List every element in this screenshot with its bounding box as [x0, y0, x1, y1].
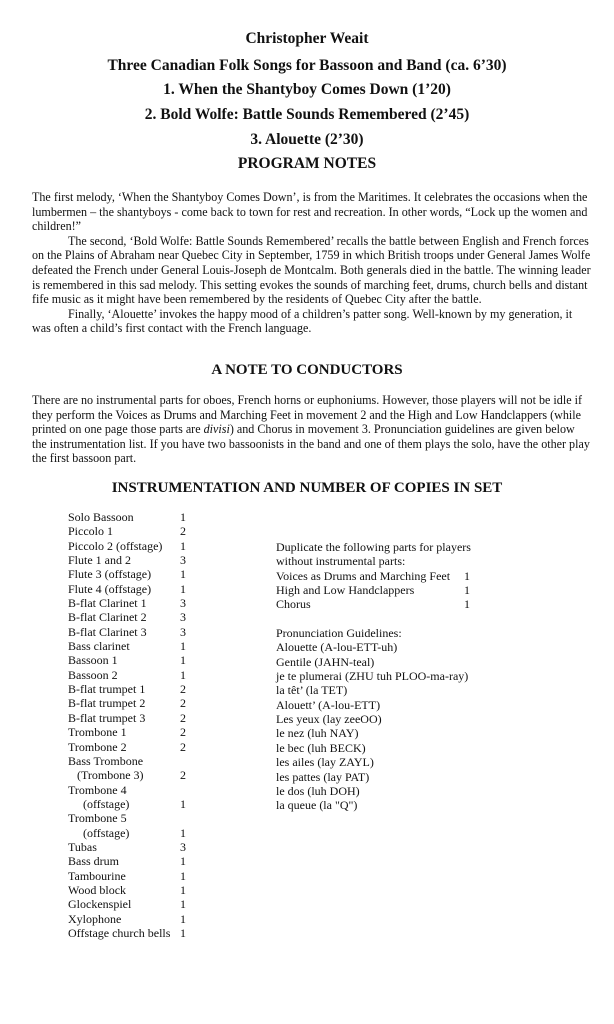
instrument-count: 3: [180, 624, 186, 639]
instrument-name: Tambourine: [68, 868, 126, 883]
instrument-count: 1: [180, 825, 186, 840]
instrument-count: 2: [180, 768, 186, 783]
instrument-name: Bass clarinet: [68, 639, 130, 654]
spacer: [276, 612, 471, 626]
instrument-count: 1: [180, 796, 186, 811]
instrument-row: [68, 610, 186, 625]
instrument-name: Wood block: [68, 882, 127, 897]
instrument-row: [68, 882, 186, 897]
duplicate-part-row: [276, 597, 471, 611]
instrument-count: 3: [180, 610, 186, 625]
instrument-name: Piccolo 1: [68, 524, 113, 539]
instrument-name: Trombone 5: [68, 811, 127, 826]
instrument-name: Offstage church bells: [68, 925, 171, 940]
instrument-count: 1: [180, 868, 186, 883]
conductors-text-part-2: ) and Chorus in movement 3. Pronunciation guidelines are given below the instrumentation list. If you have two bassoonists in the band and one of them plays the solo, have the other play the first bassoon part.: [32, 422, 590, 466]
instrument-row: [68, 825, 186, 840]
instrument-name: Bass drum: [68, 854, 119, 869]
instrument-name: Trombone 4: [68, 782, 127, 797]
pronunciation-item: la têt’ (la TET): [276, 683, 348, 698]
duplicate-parts-section: [276, 540, 471, 813]
instrument-count: 3: [180, 596, 186, 611]
composer-name: Christopher Weait: [245, 30, 369, 47]
program-notes-paragraph-2: The second, ‘Bold Wolfe: Battle Sounds Remembered’ recalls the battle between English and French forces on the Plains of Abraham near Quebec City in September, 1759 in which British troops under General James Wolfe defeated the French under General Louis-Joseph de Montcalm. Both generals died in the battle. The winning leader is remembered in this sad melody. This setting evokes the sounds of marching feet, drums, church bells and distant fife music as it might have been remembered by the residents of Quebec City after the battle.: [32, 233, 591, 307]
instrument-count: 1: [180, 639, 186, 654]
instrument-row: [68, 768, 186, 783]
instrument-name: B-flat trumpet 1: [68, 682, 146, 697]
instrument-name: Flute 1 and 2: [68, 553, 131, 568]
instrument-name: B-flat Clarinet 2: [68, 610, 147, 625]
pronunciation-item: Alouette (A-lou-ETT-uh): [276, 640, 398, 655]
instrument-row: [68, 667, 186, 682]
instrument-row: [68, 653, 186, 668]
program-notes: [32, 190, 592, 336]
instrument-row: [68, 925, 186, 940]
instrumentation-list: [68, 510, 186, 940]
instrument-count: 1: [180, 667, 186, 682]
instrument-count: 1: [180, 567, 186, 582]
duplicate-part-name: High and Low Handclappers: [276, 583, 415, 598]
instrument-count: 1: [180, 925, 186, 940]
instrument-name: (Trombone 3): [68, 768, 144, 783]
program-notes-paragraph-3: Finally, ‘Alouette’ invokes the happy mood of a children’s patter song. Well-known by my generation, it was often a child’s first contact with the French language.: [32, 306, 573, 336]
instrument-row: [68, 796, 186, 811]
instrument-name: (offstage): [68, 796, 130, 811]
instrument-count: 1: [180, 882, 186, 897]
instrumentation-heading: INSTRUMENTATION AND NUMBER OF COPIES IN SET: [111, 480, 503, 496]
instrument-row: [68, 553, 186, 568]
instrument-row: [68, 868, 186, 883]
piece-title: Three Canadian Folk Songs for Bassoon and Band (ca. 6’30): [107, 57, 507, 74]
instrument-count: 3: [180, 553, 186, 568]
instrument-row: [68, 811, 180, 825]
program-notes-heading: PROGRAM NOTES: [237, 155, 377, 172]
instrument-row: [68, 710, 186, 725]
pronunciation-item: les ailes (lay ZAYL): [276, 755, 374, 770]
program-notes-paragraph-1: The first melody, ‘When the Shantyboy Comes Down’, is from the Maritimes. It celebrates the occasions when the lumbermen – the shantyboys - come back to town for rest and recreation. In other words, “Lock up the women and children!”: [32, 190, 588, 234]
movement-3-title: 3. Alouette (2’30): [250, 131, 364, 148]
instrument-count: 1: [180, 911, 186, 926]
duplicate-intro-line-2: without instrumental parts:: [276, 554, 406, 569]
instrument-row: [68, 854, 186, 869]
instrument-row: [68, 897, 186, 912]
instrument-count: 2: [180, 739, 186, 754]
instrument-count: 1: [180, 510, 186, 524]
instrument-count: 1: [180, 653, 186, 668]
instrument-name: Flute 3 (offstage): [68, 567, 152, 582]
pronunciation-item: le bec (luh BECK): [276, 740, 366, 755]
pronunciation-list: [276, 640, 471, 812]
pronunciation-item: les pattes (lay PAT): [276, 769, 370, 784]
duplicate-part-row: [276, 583, 471, 597]
pronunciation-item: le dos (luh DOH): [276, 783, 360, 798]
instrument-name: Glockenspiel: [68, 897, 132, 912]
instrument-row: [68, 696, 186, 711]
instrument-name: B-flat Clarinet 3: [68, 624, 147, 639]
duplicate-part-name: Chorus: [276, 597, 311, 612]
instrument-name: Flute 4 (offstage): [68, 581, 152, 596]
instrument-row: [68, 624, 186, 639]
conductors-text-part-1: There are no instrumental parts for oboes, French horns or euphoniums. However, those players will not be idle if they perform the Voices as Drums and Marching Feet in movement 2 and the High and Low Handclappers (while printed on one page those parts are: [32, 393, 582, 437]
instrument-count: 2: [180, 682, 186, 697]
instrument-row: [68, 567, 186, 582]
instrument-row: [68, 524, 186, 539]
instrument-row: [68, 510, 186, 524]
instrument-name: Trombone 2: [68, 739, 127, 754]
instrument-row: [68, 783, 180, 797]
movement-2-title: 2. Bold Wolfe: Battle Sounds Remembered (2’45): [144, 106, 470, 123]
instrument-name: (offstage): [68, 825, 130, 840]
instrument-count: 2: [180, 725, 186, 740]
pronunciation-item: Gentile (JAHN-teal): [276, 654, 375, 669]
duplicate-intro-line-1: Duplicate the following parts for players: [276, 540, 471, 554]
instrument-count: 1: [180, 854, 186, 869]
instrument-count: 3: [180, 839, 186, 854]
instrument-row: [68, 596, 186, 611]
instrument-name: B-flat Clarinet 1: [68, 596, 147, 611]
duplicate-part-count: 1: [464, 568, 470, 583]
instrument-name: Xylophone: [68, 911, 122, 926]
instrument-name: Tubas: [68, 839, 97, 854]
conductors-text-italic: divisi: [203, 422, 230, 437]
instrument-row: [68, 739, 186, 754]
conductors-note: [32, 393, 592, 466]
pronunciation-item: la queue (la "Q"): [276, 798, 358, 813]
instrument-name: Piccolo 2 (offstage): [68, 538, 163, 553]
instrument-row: [68, 839, 186, 854]
instrument-name: Solo Bassoon: [68, 510, 134, 524]
pronunciation-heading: Pronunciation Guidelines:: [276, 626, 402, 641]
instrument-name: Bassoon 1: [68, 653, 118, 668]
instrument-name: Trombone 1: [68, 725, 127, 740]
duplicate-part-count: 1: [464, 583, 470, 598]
instrument-count: 2: [180, 710, 186, 725]
instrument-count: 1: [180, 897, 186, 912]
instrument-row: [68, 581, 186, 596]
instrument-count: 2: [180, 524, 186, 539]
instrument-row: [68, 682, 186, 697]
instrument-count: 1: [180, 581, 186, 596]
pronunciation-item: Les yeux (lay zeeOO): [276, 712, 382, 727]
conductors-note-paragraph: [32, 393, 592, 466]
movement-1-title: 1. When the Shantyboy Comes Down (1’20): [163, 81, 451, 98]
instrument-row: [68, 754, 180, 768]
duplicate-part-row: [276, 569, 471, 583]
instrument-name: B-flat trumpet 2: [68, 696, 146, 711]
instrument-row: [68, 911, 186, 926]
pronunciation-item: je te plumerai (ZHU tuh PLOO-ma-ray): [276, 669, 469, 684]
pronunciation-item: le nez (luh NAY): [276, 726, 359, 741]
conductors-heading: A NOTE TO CONDUCTORS: [211, 362, 403, 378]
instrument-count: 2: [180, 696, 186, 711]
instrument-name: Bass Trombone: [68, 753, 144, 768]
instrument-count: 1: [180, 538, 186, 553]
instrument-row: [68, 725, 186, 740]
instrument-row: [68, 538, 186, 553]
duplicate-part-count: 1: [464, 597, 470, 612]
instrument-name: B-flat trumpet 3: [68, 710, 146, 725]
pronunciation-item: Alouett’ (A-lou-ETT): [276, 697, 381, 712]
duplicate-part-name: Voices as Drums and Marching Feet: [276, 568, 451, 583]
instrument-row: [68, 639, 186, 654]
instrument-name: Bassoon 2: [68, 667, 118, 682]
